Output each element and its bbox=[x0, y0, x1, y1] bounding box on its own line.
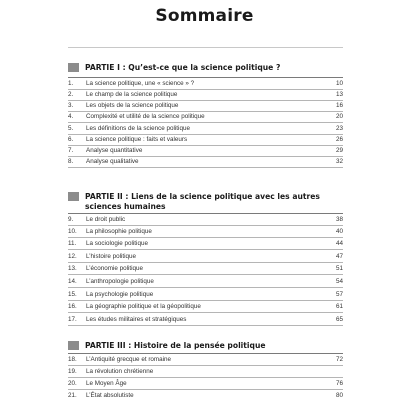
item-label: La géographie politique et la géopolitique bbox=[86, 303, 201, 310]
title-divider bbox=[68, 47, 343, 48]
item-label: La science politique, une « science » ? bbox=[86, 80, 195, 87]
toc-row[interactable] bbox=[68, 146, 343, 157]
item-page: 40 bbox=[335, 228, 343, 235]
item-label: L’Antiquité grecque et romaine bbox=[86, 356, 172, 363]
item-label: Complexité et utilité de la science politique bbox=[86, 113, 205, 120]
item-number: 17. bbox=[68, 316, 77, 323]
row-divider bbox=[68, 274, 343, 275]
row-divider bbox=[68, 312, 343, 313]
part-label: PARTIE II bbox=[85, 192, 123, 201]
item-label: Le droit public bbox=[86, 216, 126, 223]
item-label: La philosophie politique bbox=[86, 228, 152, 235]
toc-row[interactable] bbox=[68, 302, 343, 313]
item-page: 80 bbox=[335, 392, 343, 399]
toc-row[interactable] bbox=[68, 277, 343, 288]
toc-row[interactable] bbox=[68, 367, 343, 378]
row-divider bbox=[68, 325, 343, 326]
toc-row[interactable] bbox=[68, 379, 343, 390]
item-number: 21. bbox=[68, 392, 77, 399]
item-number: 19. bbox=[68, 368, 77, 375]
item-page: 29 bbox=[335, 147, 343, 154]
part-marker-square bbox=[68, 192, 79, 201]
item-label: Analyse qualitative bbox=[86, 158, 139, 165]
toc-row[interactable] bbox=[68, 264, 343, 275]
item-page: 26 bbox=[335, 136, 343, 143]
item-label: L’économie politique bbox=[86, 265, 144, 272]
part-title: : Qu’est-ce que la science politique ? bbox=[119, 63, 281, 72]
toc-row[interactable] bbox=[68, 355, 343, 366]
item-page: 10 bbox=[335, 80, 343, 87]
toc-row[interactable] bbox=[68, 227, 343, 238]
item-label: Le Moyen Âge bbox=[86, 380, 127, 387]
toc-row[interactable] bbox=[68, 101, 343, 112]
row-divider bbox=[68, 167, 343, 168]
item-number: 13. bbox=[68, 265, 77, 272]
item-page: 51 bbox=[335, 265, 343, 272]
row-divider bbox=[68, 249, 343, 250]
item-label: L’État absolutiste bbox=[86, 392, 134, 399]
item-label: L’anthropologie politique bbox=[86, 278, 154, 285]
toc-row[interactable] bbox=[68, 391, 343, 402]
item-page: 47 bbox=[335, 253, 343, 260]
item-label: Les objets de la science politique bbox=[86, 102, 179, 109]
item-number: 12. bbox=[68, 253, 77, 260]
part-marker-square bbox=[68, 63, 79, 72]
part-marker-square bbox=[68, 341, 79, 350]
item-page: 23 bbox=[335, 125, 343, 132]
row-divider bbox=[68, 389, 343, 390]
row-divider bbox=[68, 225, 343, 226]
row-divider bbox=[68, 122, 343, 123]
item-number: 2. bbox=[68, 91, 74, 98]
item-number: 3. bbox=[68, 102, 74, 109]
item-page: 16 bbox=[335, 102, 343, 109]
toc-row[interactable] bbox=[68, 112, 343, 123]
part-label: PARTIE I bbox=[85, 63, 120, 72]
item-label: Le champ de la science politique bbox=[86, 91, 178, 98]
toc-row[interactable] bbox=[68, 290, 343, 301]
item-label: Les définitions de la science politique bbox=[86, 125, 190, 132]
row-divider bbox=[68, 377, 343, 378]
toc-row[interactable] bbox=[68, 124, 343, 135]
part-title: : Liens de la science politique avec les autres sciences humaines bbox=[85, 192, 320, 211]
item-number: 11. bbox=[68, 240, 77, 247]
toc-row[interactable] bbox=[68, 79, 343, 90]
item-number: 1. bbox=[68, 80, 74, 87]
toc-row[interactable] bbox=[68, 239, 343, 250]
item-label: Analyse quantitative bbox=[86, 147, 143, 154]
item-number: 4. bbox=[68, 113, 74, 120]
toc-row[interactable] bbox=[68, 315, 343, 326]
row-divider bbox=[68, 300, 343, 301]
item-number: 7. bbox=[68, 147, 74, 154]
row-divider bbox=[68, 237, 343, 238]
toc-row[interactable] bbox=[68, 157, 343, 168]
item-label: La révolution chrétienne bbox=[86, 368, 154, 375]
item-number: 18. bbox=[68, 356, 77, 363]
item-page: 38 bbox=[335, 216, 343, 223]
toc-row[interactable] bbox=[68, 252, 343, 263]
toc-row[interactable] bbox=[68, 135, 343, 146]
item-page: 54 bbox=[335, 278, 343, 285]
row-divider bbox=[68, 287, 343, 288]
part-label: PARTIE III bbox=[85, 341, 126, 350]
item-page: 20 bbox=[335, 113, 343, 120]
item-label: La psychologie politique bbox=[86, 291, 154, 298]
item-number: 6. bbox=[68, 136, 74, 143]
item-label: Les études militaires et stratégiques bbox=[86, 316, 187, 323]
item-page: 61 bbox=[335, 303, 343, 310]
page-title: Sommaire bbox=[155, 6, 254, 26]
item-number: 8. bbox=[68, 158, 74, 165]
row-divider bbox=[68, 262, 343, 263]
toc-row[interactable] bbox=[68, 215, 343, 226]
item-page: 57 bbox=[335, 291, 343, 298]
part-divider bbox=[68, 77, 343, 78]
item-label: La science politique : faits et valeurs bbox=[86, 136, 188, 143]
item-number: 14. bbox=[68, 278, 77, 285]
item-page: 32 bbox=[335, 158, 343, 165]
item-label: L’histoire politique bbox=[86, 253, 137, 260]
item-page: 72 bbox=[335, 356, 343, 363]
part-divider bbox=[68, 353, 343, 354]
item-label: La sociologie politique bbox=[86, 240, 148, 247]
item-page: 76 bbox=[335, 380, 343, 387]
item-number: 15. bbox=[68, 291, 77, 298]
item-page: 65 bbox=[335, 316, 343, 323]
item-number: 10. bbox=[68, 228, 77, 235]
item-page: 44 bbox=[335, 240, 343, 247]
item-page: 13 bbox=[335, 91, 343, 98]
part-divider bbox=[68, 213, 343, 214]
part-title: : Histoire de la pensée politique bbox=[125, 341, 266, 350]
item-number: 9. bbox=[68, 216, 74, 223]
item-number: 16. bbox=[68, 303, 77, 310]
item-number: 20. bbox=[68, 380, 77, 387]
item-number: 5. bbox=[68, 125, 74, 132]
row-divider bbox=[68, 365, 343, 366]
toc-row[interactable] bbox=[68, 90, 343, 101]
